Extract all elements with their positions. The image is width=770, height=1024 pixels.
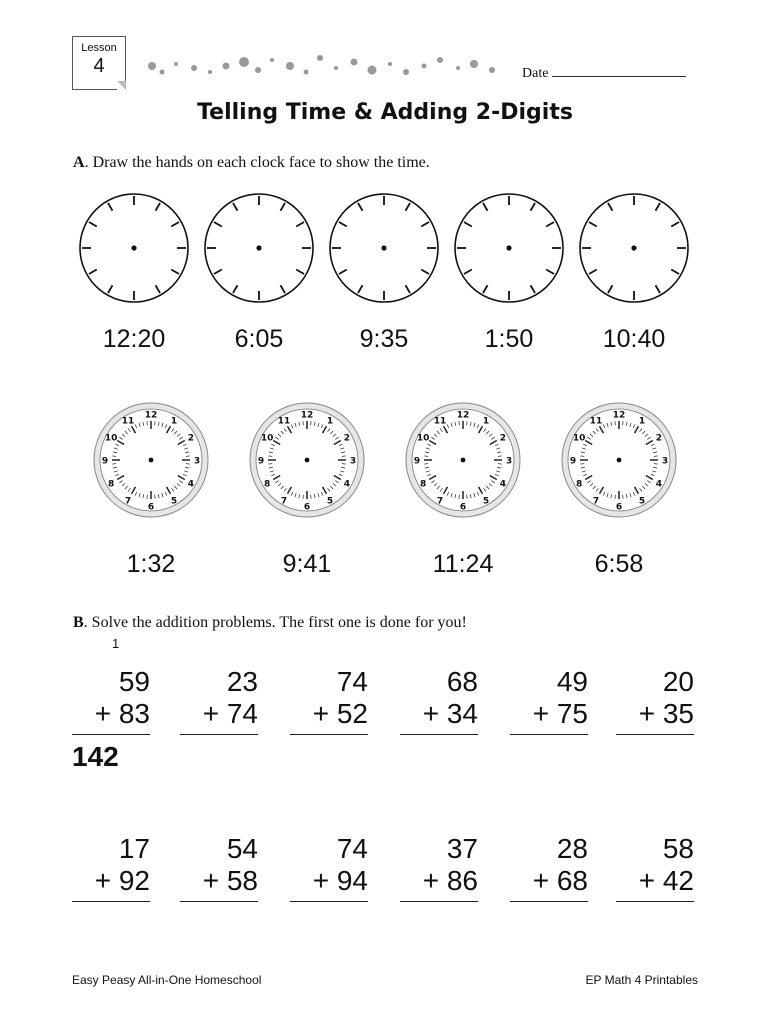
- addend-top: 58: [662, 833, 694, 864]
- addend-top: 17: [118, 833, 150, 864]
- sum-line: [616, 901, 694, 902]
- addend-bottom: + 52: [312, 698, 368, 729]
- dial-numeral: 12: [144, 410, 158, 421]
- carry-digit: 1: [112, 636, 120, 651]
- clock-center-dot: [506, 245, 511, 250]
- dial-numeral: 3: [193, 456, 201, 467]
- dial-numeral: 4: [499, 479, 506, 490]
- clock-center-dot: [256, 245, 261, 250]
- addition-problem[interactable]: [290, 666, 368, 735]
- addend-top: 54: [226, 833, 258, 864]
- addend-top: 49: [556, 666, 588, 697]
- addend-bottom: + 92: [94, 865, 150, 896]
- clock-center-dot: [461, 458, 466, 463]
- section-b-text: . Solve the addition problems. The first one is done for you!: [83, 614, 467, 631]
- dial-numeral: 12: [612, 410, 626, 421]
- sum-line: [180, 734, 258, 735]
- dial-numeral: 5: [638, 496, 646, 507]
- dial-numeral: 7: [124, 496, 132, 507]
- simple-clock-face[interactable]: [80, 194, 188, 302]
- dial-numeral: 1: [326, 416, 334, 427]
- dial-numeral: 5: [326, 496, 334, 507]
- dial-numeral: 2: [655, 433, 662, 444]
- clock-time-label: 12:20: [102, 325, 166, 353]
- dial-numeral: 2: [499, 433, 506, 444]
- section-b-instruction: [73, 614, 467, 632]
- addend-top: 28: [556, 833, 588, 864]
- clock-center-dot: [381, 245, 386, 250]
- addition-problem[interactable]: [180, 666, 258, 735]
- dial-numeral: 11: [277, 416, 291, 427]
- sum-line: [400, 734, 478, 735]
- addend-bottom: + 94: [312, 865, 368, 896]
- addend-bottom: + 86: [422, 865, 478, 896]
- dial-numeral: 10: [572, 433, 586, 444]
- dial-numeral: 9: [569, 456, 577, 467]
- sum-answer: 142: [72, 741, 119, 772]
- numbered-clock-face[interactable]: [562, 403, 676, 517]
- addend-top: 59: [118, 666, 150, 697]
- date-label: Date: [522, 66, 549, 81]
- dial-numeral: 8: [264, 479, 271, 490]
- section-b-letter: B: [73, 614, 84, 631]
- dial-numeral: 11: [121, 416, 135, 427]
- addition-problem[interactable]: [400, 666, 478, 735]
- addition-problem[interactable]: [616, 833, 694, 902]
- dial-numeral: 4: [187, 479, 194, 490]
- addition-problem[interactable]: [72, 636, 150, 773]
- clock-center-dot: [631, 245, 636, 250]
- dial-numeral: 7: [436, 496, 444, 507]
- clock-time-label: 1:50: [484, 325, 534, 353]
- addition-problem[interactable]: [510, 833, 588, 902]
- dial-numeral: 5: [170, 496, 178, 507]
- page-title: Telling Time & Adding 2-Digits: [197, 100, 573, 125]
- clock-time-label: 9:35: [359, 325, 409, 353]
- dial-numeral: 9: [413, 456, 421, 467]
- addend-top: 37: [446, 833, 478, 864]
- addend-bottom: + 34: [422, 698, 478, 729]
- dial-numeral: 3: [349, 456, 357, 467]
- dial-numeral: 8: [420, 479, 427, 490]
- simple-clock-face[interactable]: [205, 194, 313, 302]
- dial-numeral: 6: [615, 502, 623, 513]
- clock-center-dot: [131, 245, 136, 250]
- numbered-clock-face[interactable]: [406, 403, 520, 517]
- dial-numeral: 3: [661, 456, 669, 467]
- dial-numeral: 10: [260, 433, 274, 444]
- clock-time-label: 6:58: [594, 550, 644, 578]
- addend-bottom: + 74: [202, 698, 258, 729]
- dial-numeral: 12: [456, 410, 470, 421]
- dial-numeral: 11: [433, 416, 447, 427]
- dial-numeral: 1: [170, 416, 178, 427]
- dial-numeral: 1: [482, 416, 490, 427]
- dial-numeral: 8: [576, 479, 583, 490]
- numbered-clock-face[interactable]: [94, 403, 208, 517]
- sum-line: [72, 901, 150, 902]
- dial-numeral: 9: [101, 456, 109, 467]
- addend-top: 68: [446, 666, 478, 697]
- dial-numeral: 4: [343, 479, 350, 490]
- dial-numeral: 3: [505, 456, 513, 467]
- addition-problem[interactable]: [400, 833, 478, 902]
- addend-bottom: + 58: [202, 865, 258, 896]
- sum-line: [180, 901, 258, 902]
- simple-clock-face[interactable]: [455, 194, 563, 302]
- section-a-letter: A: [73, 154, 85, 171]
- sum-line: [72, 734, 150, 735]
- clock-center-dot: [149, 458, 154, 463]
- sum-line: [400, 901, 478, 902]
- dial-numeral: 11: [589, 416, 603, 427]
- addend-top: 74: [336, 666, 368, 697]
- clock-center-dot: [617, 458, 622, 463]
- addition-problem[interactable]: [616, 666, 694, 735]
- addition-problem[interactable]: [180, 833, 258, 902]
- addition-problem[interactable]: [290, 833, 368, 902]
- simple-clock-face[interactable]: [330, 194, 438, 302]
- footer-right: EP Math 4 Printables: [585, 973, 698, 987]
- addend-top: 20: [662, 666, 694, 697]
- dial-numeral: 2: [343, 433, 350, 444]
- section-a-text: . Draw the hands on each clock face to show the time.: [84, 154, 430, 171]
- sum-line: [290, 901, 368, 902]
- dial-numeral: 7: [592, 496, 600, 507]
- dial-numeral: 12: [300, 410, 314, 421]
- addition-problem[interactable]: [72, 833, 150, 902]
- dial-numeral: 8: [108, 479, 115, 490]
- lesson-label: Lesson: [81, 42, 117, 54]
- addend-bottom: + 75: [532, 698, 588, 729]
- addend-top: 23: [226, 666, 258, 697]
- dial-numeral: 10: [104, 433, 118, 444]
- dial-numeral: 9: [257, 456, 265, 467]
- dial-numeral: 10: [416, 433, 430, 444]
- dial-numeral: 1: [638, 416, 646, 427]
- dial-numeral: 6: [303, 502, 311, 513]
- dial-numeral: 6: [147, 502, 155, 513]
- addition-problem[interactable]: [510, 666, 588, 735]
- numbered-clock-face[interactable]: [250, 403, 364, 517]
- addend-bottom: + 42: [638, 865, 694, 896]
- clock-time-label: 11:24: [432, 550, 494, 578]
- simple-clock-face[interactable]: [580, 194, 688, 302]
- lesson-number: 4: [93, 55, 105, 77]
- dial-numeral: 7: [280, 496, 288, 507]
- addend-bottom: + 35: [638, 698, 694, 729]
- clock-time-label: 10:40: [602, 325, 666, 353]
- addend-bottom: + 68: [532, 865, 588, 896]
- sum-line: [616, 734, 694, 735]
- dial-numeral: 2: [187, 433, 194, 444]
- addend-top: 74: [336, 833, 368, 864]
- dial-numeral: 5: [482, 496, 490, 507]
- addend-bottom: + 83: [94, 698, 150, 729]
- clock-time-label: 1:32: [126, 550, 176, 578]
- clock-time-label: 9:41: [282, 550, 332, 578]
- clock-time-label: 6:05: [234, 325, 284, 353]
- sum-line: [510, 901, 588, 902]
- clock-center-dot: [305, 458, 310, 463]
- footer-left: Easy Peasy All-in-One Homeschool: [72, 973, 262, 987]
- sum-line: [510, 734, 588, 735]
- dial-numeral: 6: [459, 502, 467, 513]
- sum-line: [290, 734, 368, 735]
- dial-numeral: 4: [655, 479, 662, 490]
